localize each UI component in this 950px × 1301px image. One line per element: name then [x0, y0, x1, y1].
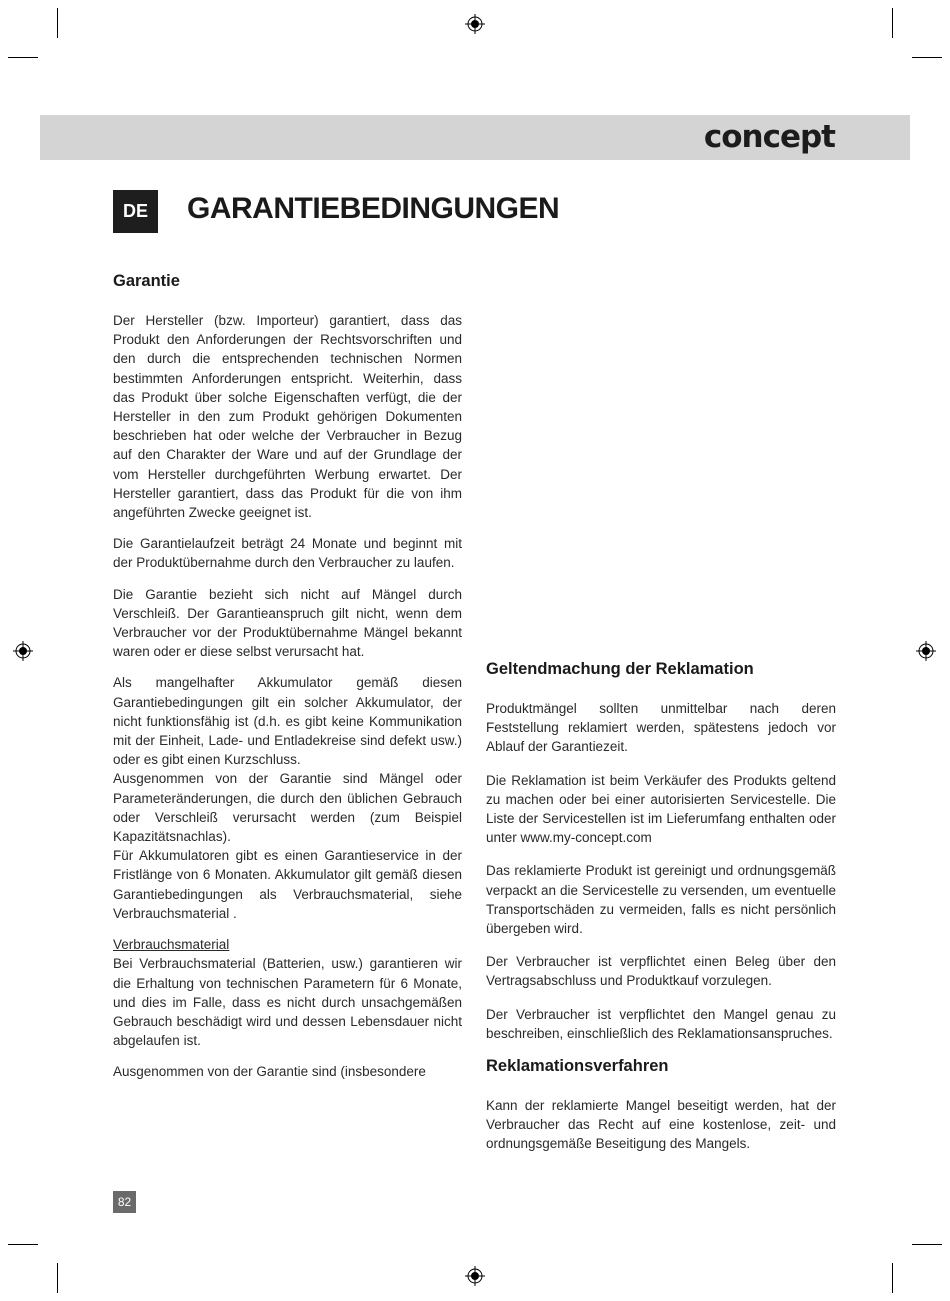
page-number: 82 [113, 1191, 136, 1213]
subheading-verbrauchsmaterial: Verbrauchsmaterial [113, 937, 230, 953]
registration-mark-icon [465, 14, 485, 34]
crop-mark [892, 1263, 893, 1293]
registration-mark-icon [916, 641, 936, 661]
paragraph: Als mangelhafter Akkumulator gemäß diesen Garantiebedingungen gilt ein solcher Akkumulator, der nicht funktionsfähig ist (d.h. es gibt keine Kommunikation mit der Einheit, Lade- und Entladekreise sind defekt usw.) oder es gibt einen Kurzschluss. [113, 675, 462, 768]
section-heading-reklamation: Geltendmachung der Reklamation [486, 660, 754, 678]
paragraph: Ausgenommen von der Garantie sind (insbesondere [113, 1064, 426, 1080]
paragraph: Der Verbraucher ist verpflichtet den Mangel genau zu beschreiben, einschließlich des Reklamationsanspruches. [486, 1006, 836, 1041]
section-heading-garantie: Garantie [113, 272, 180, 290]
crop-mark [912, 1244, 942, 1245]
paragraph: Für Akkumulatoren gibt es einen Garantieservice in der Fristlänge von 6 Monaten. Akkumulator gilt gemäß diesen Garantiebedingungen als Verbrauchsmaterial, siehe Verbrauchsmaterial . [113, 848, 462, 921]
crop-mark [57, 1263, 58, 1293]
paragraph: Das reklamierte Produkt ist gereinigt und ordnungsgemäß verpackt an die Servicestelle zu versenden, um eventuelle Transportschäden zu vermeiden, falls es nicht persönlich übergeben wird. [486, 863, 836, 937]
paragraph: Bei Verbrauchsmaterial (Batterien, usw.) garantieren wir die Erhaltung von technischen Parametern für 6 Monate, und dies im Falle, dass es nicht durch unsachgemäßen Gebrauch beschädigt wird und dessen Lebensdauer nicht abgelaufen ist. [113, 956, 462, 1049]
paragraph: Der Hersteller (bzw. Importeur) garantiert, dass das Produkt den Anforderungen der Rechtsvorschriften und den durch die entsprechenden technischen Normen bestimmten Anforderungen entspricht. Weiterhin, dass das Produkt über solche Eigenschaften verfügt, die der Hersteller in den zum Produkt gehörigen Dokumenten beschrieben hat oder welche der Verbraucher in Bezug auf den Charakter der Ware und auf der Grundlage der vom Hersteller durchgeführten Werbung erwartet. Der Hersteller garantiert, dass das Produkt für die von ihm angeführten Zwecke geeignet ist. [113, 313, 462, 521]
left-column [113, 272, 462, 1082]
paragraph: Die Garantie bezieht sich nicht auf Mängel durch Verschleiß. Der Garantieanspruch gilt nicht, wenn dem Verbraucher vor der Produktübernahme Mängel bekannt waren oder er diese selbst verursacht hat. [113, 586, 462, 660]
crop-mark [57, 8, 58, 38]
crop-mark [892, 8, 893, 38]
header-bar [40, 115, 910, 160]
paragraph: Ausgenommen von der Garantie sind Mängel oder Parameteränderungen, die durch den üblichen Gebrauch oder Verschleiß verursacht werden (zum Beispiel Kapazitätsnachlas). [113, 771, 462, 845]
paragraph: Die Garantielaufzeit beträgt 24 Monate und beginnt mit der Produktübernahme durch den Verbraucher zu laufen. [113, 536, 462, 571]
paragraph: Der Verbraucher ist verpflichtet einen Beleg über den Vertragsabschluss und Produktkauf vorzulegen. [486, 954, 836, 989]
crop-mark [912, 57, 942, 58]
page-title: GARANTIEBEDINGUNGEN [187, 192, 560, 225]
paragraph: Kann der reklamierte Mangel beseitigt werden, hat der Verbraucher das Recht auf eine kostenlose, zeit- und ordnungsgemäße Beseitigung des Mangels. [486, 1098, 836, 1152]
concept-logo: concept [703, 119, 835, 155]
right-column [486, 660, 836, 1154]
section-heading-reklamationsverfahren: Reklamationsverfahren [486, 1057, 669, 1076]
registration-mark-icon [13, 641, 33, 661]
crop-mark [8, 57, 38, 58]
paragraph: Produktmängel sollten unmittelbar nach deren Feststellung reklamiert werden, spätestens jedoch vor Ablauf der Garantiezeit. [486, 701, 836, 755]
paragraph: Die Reklamation ist beim Verkäufer des Produkts geltend zu machen oder bei einer autorisierten Servicestelle. Die Liste der Servicestellen ist im Lieferumfang enthalten oder unter www.my-concept.com [486, 772, 836, 846]
crop-mark [8, 1244, 38, 1245]
language-badge: DE [113, 190, 158, 233]
registration-mark-icon [465, 1266, 485, 1286]
